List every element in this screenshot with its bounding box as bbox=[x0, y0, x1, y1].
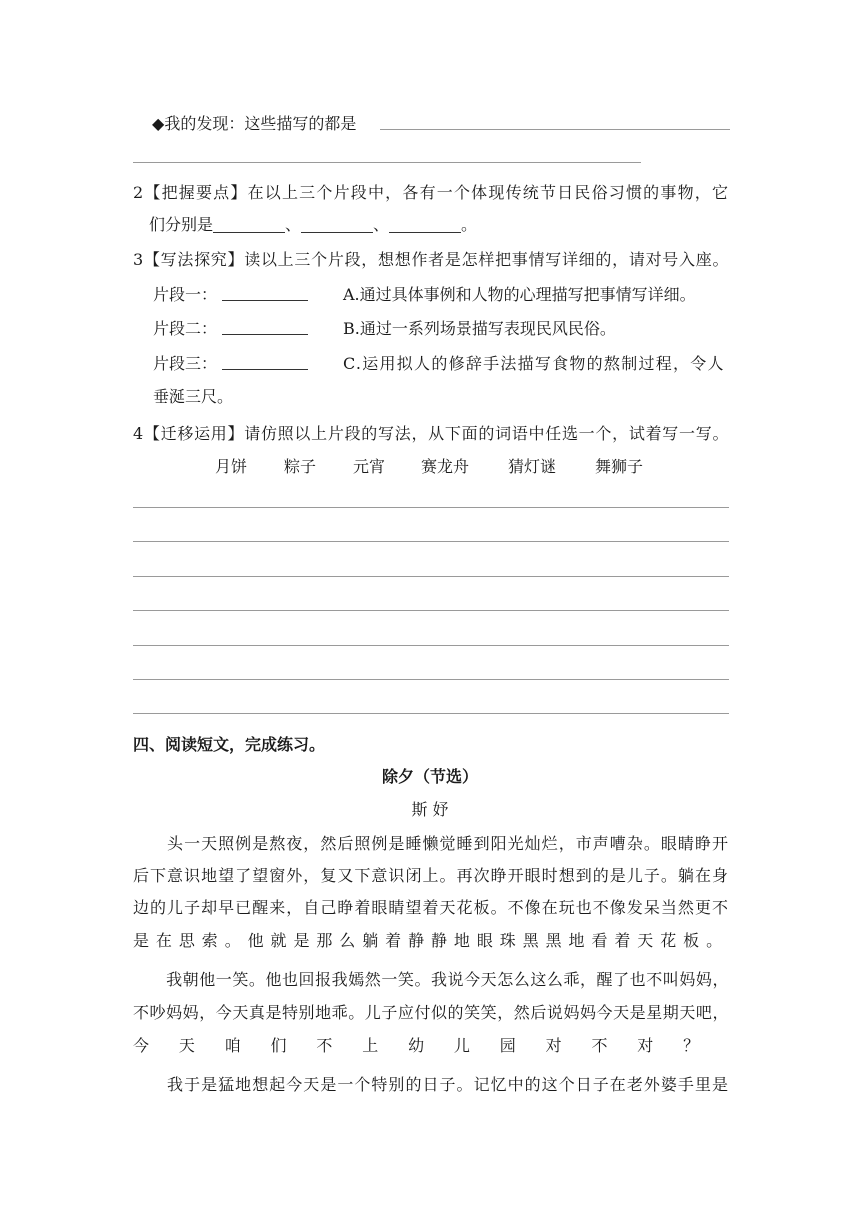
separator: 、 bbox=[285, 215, 302, 234]
word-option-lion-dance: 舞狮子 bbox=[595, 457, 644, 476]
passage-line: 头一天照例是熬夜，然后照例是睡懒觉睡到阳光灿烂，市声嘈杂。眼睛睁开 bbox=[133, 834, 730, 853]
option-a: A.通过具体事例和人物的心理描写把事情写详细。 bbox=[343, 285, 696, 304]
passage-line: 不吵妈妈，今天真是特别地乖。儿子应付似的笑笑，然后说妈妈今天是星期天吧， bbox=[133, 1003, 730, 1022]
writing-line[interactable] bbox=[133, 679, 729, 680]
discovery-line bbox=[152, 114, 356, 134]
option-c-continuation: 垂涎三尺。 bbox=[153, 387, 234, 406]
passage-line: 我于是猛地想起今天是一个特别的日子。记忆中的这个日子在老外婆手里是 bbox=[133, 1075, 730, 1094]
question-2-line-1: 2【把握要点】在以上三个片段中，各有一个体现传统节日民俗习惯的事物，它 bbox=[133, 183, 730, 202]
passage-author: 斯 妤 bbox=[411, 800, 449, 819]
option-c: C.运用拟人的修辞手法描写食物的熬制过程，令人 bbox=[343, 354, 725, 373]
word-option-dragon-boat: 赛龙舟 bbox=[421, 457, 470, 476]
passage-title: 除夕（节选） bbox=[381, 767, 478, 786]
diamond-bullet-icon: ◆ bbox=[152, 114, 165, 133]
writing-line[interactable] bbox=[133, 610, 729, 611]
word-option-lantern-riddle: 猜灯谜 bbox=[508, 457, 557, 476]
passage-line: 边的儿子却早已醒来，自己睁着眼睛望着天花板。不像在玩也不像发呆当然更不 bbox=[133, 898, 730, 917]
word-option-zongzi: 粽子 bbox=[284, 457, 317, 476]
period: 。 bbox=[461, 215, 478, 234]
question-4-intro: 4【迁移运用】请仿照以上片段的写法，从下面的词语中任选一个，试着写一写。 bbox=[133, 424, 730, 443]
passage-line: 我朝他一笑。他也回报我嫣然一笑。我说今天怎么这么乖，醒了也不叫妈妈， bbox=[133, 970, 730, 989]
fragment-label-1: 片段一： bbox=[153, 285, 218, 304]
answer-line-discovery[interactable] bbox=[380, 129, 730, 130]
separator: 、 bbox=[373, 215, 390, 234]
writing-line[interactable] bbox=[133, 713, 729, 714]
answer-line-discovery-2[interactable] bbox=[133, 162, 641, 163]
answer-blank-2[interactable] bbox=[301, 216, 373, 233]
question-2-line-2 bbox=[149, 215, 477, 235]
question-2-prefix: 们分别是 bbox=[149, 215, 214, 234]
answer-blank-1[interactable] bbox=[213, 216, 285, 233]
section-heading: 四、阅读短文，完成练习。 bbox=[133, 735, 326, 754]
writing-line[interactable] bbox=[133, 507, 729, 508]
passage-line: 今天咱们不上幼儿园对不对？ bbox=[133, 1036, 730, 1055]
option-b: B.通过一系列场景描写表现民风民俗。 bbox=[343, 319, 616, 338]
fragment-answer-blank-3[interactable] bbox=[222, 353, 308, 370]
discovery-prompt: 我的发现：这些描写的都是 bbox=[164, 114, 357, 133]
fragment-answer-blank-1[interactable] bbox=[222, 284, 308, 301]
word-option-yuanxiao: 元宵 bbox=[353, 457, 386, 476]
fragment-answer-blank-2[interactable] bbox=[222, 318, 308, 335]
writing-line[interactable] bbox=[133, 576, 729, 577]
passage-line: 后下意识地望了望窗外，复又下意识闭上。再次睁开眼时想到的是儿子。躺在身 bbox=[133, 866, 730, 885]
writing-line[interactable] bbox=[133, 541, 729, 542]
passage-line: 是在思索。他就是那么躺着静静地眼珠黑黑地看着天花板。 bbox=[133, 931, 730, 950]
word-option-mooncake: 月饼 bbox=[215, 457, 248, 476]
question-3-intro: 3【写法探究】读以上三个片段，想想作者是怎样把事情写详细的，请对号入座。 bbox=[133, 250, 730, 269]
writing-line[interactable] bbox=[133, 645, 729, 646]
answer-blank-3[interactable] bbox=[389, 216, 461, 233]
fragment-label-3: 片段三： bbox=[153, 354, 218, 373]
fragment-label-2: 片段二： bbox=[153, 319, 218, 338]
